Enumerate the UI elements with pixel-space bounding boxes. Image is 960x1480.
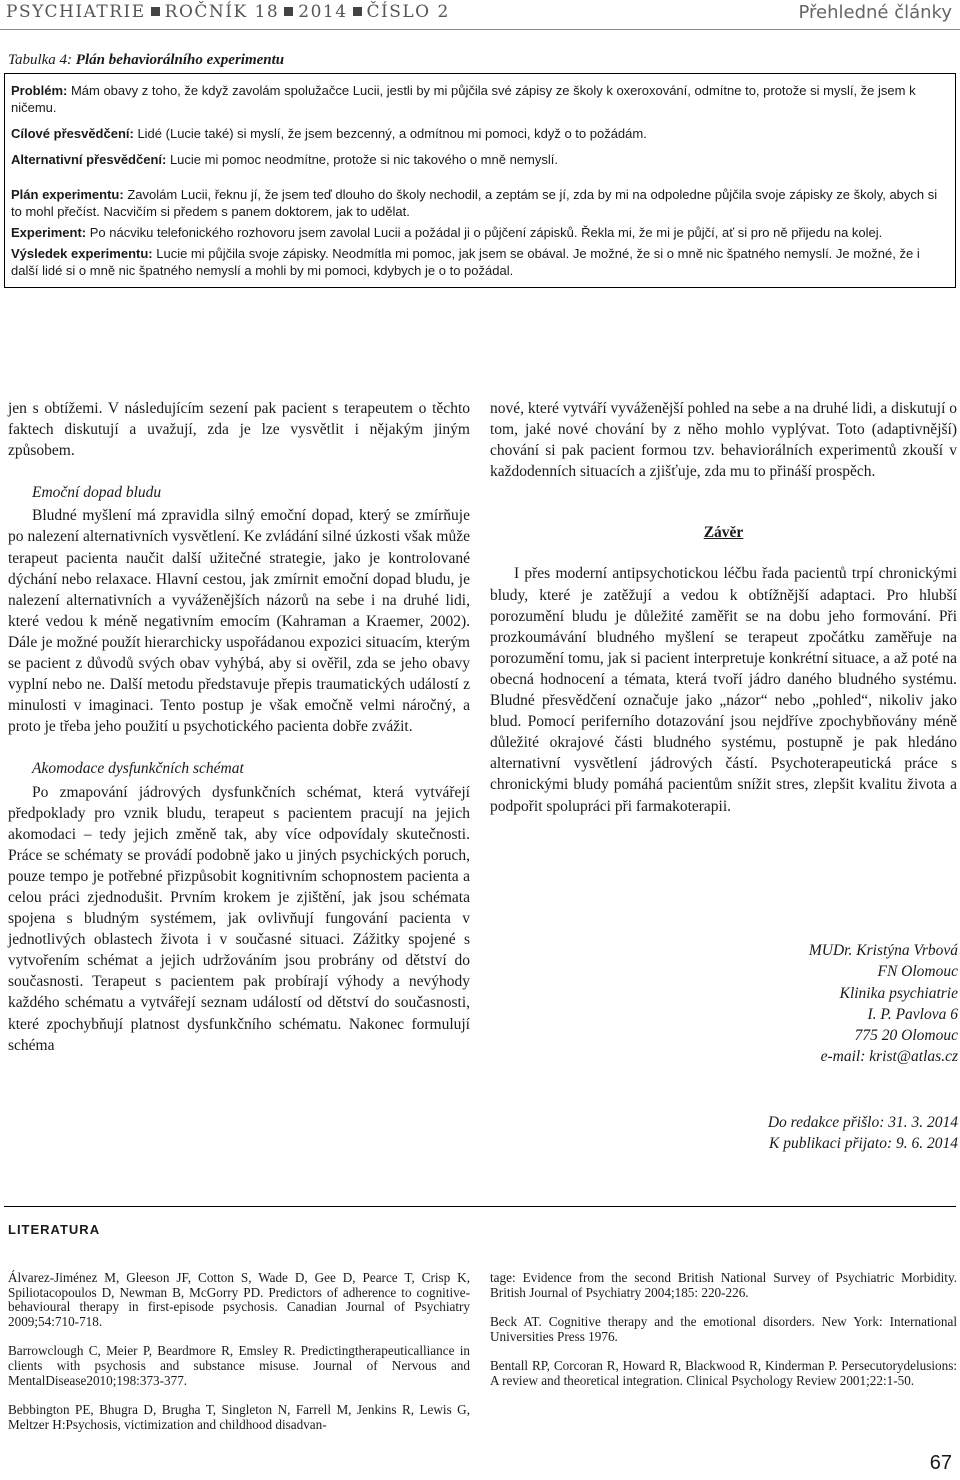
row-label: Problém: xyxy=(11,83,68,98)
experiment-table xyxy=(4,73,956,288)
reference-item: Álvarez-Jiménez M, Gleeson JF, Cotton S, Wade D, Gee D, Pearce T, Crisp K, Spiliotacopoulos D, Newman B, McGorry PD. Predictors of adherence to cognitive-behavioural therapy in first-episode psychosis. Canadian Journal of Psychiatry 2009;54:710-718. xyxy=(8,1270,470,1329)
author-institution: FN Olomouc xyxy=(877,963,958,981)
journal-name: PSYCHIATRIE xyxy=(6,2,146,22)
row-label: Alternativní přesvědčení: xyxy=(11,152,167,167)
references-left xyxy=(8,1271,470,1447)
divider xyxy=(4,1206,956,1207)
row-text: Mám obavy z toho, že když zavolám spolužačce Lucii, jestli by mi půjčila své zápisy ze školy k oxeroxování, odmítne to, protože si myslí, že jsem k ničemu. xyxy=(11,83,916,115)
row-text: Po nácviku telefonického rozhovoru jsem zavolal Lucii a požádal ji o půjčení zápisků. Řekla mi, že mi je půjčí, ať si pro ně přijedu na kolej. xyxy=(86,225,883,240)
table-row xyxy=(11,125,949,142)
journal-volume: ROČNÍK 18 xyxy=(164,2,280,22)
reference-item: tage: Evidence from the second British National Survey of Psychiatric Morbidity. British Journal of Psychiatry 2004;185: 220-226. xyxy=(490,1270,957,1300)
separator-square-icon xyxy=(151,7,160,16)
author-signature xyxy=(560,940,958,1068)
reference-item: Bentall RP, Corcoran R, Howard R, Blackwood R, Kinderman P. Persecutorydelusions: A review and theoretical integration. Clinical Psychology Review 2001;22:1-50. xyxy=(490,1358,957,1388)
paragraph: I přes moderní antipsychotickou léčbu řada pacientů trpí chronickými bludy, které je zatěžují a vedou k obtížnější adaptaci. Pro hlubší porozumění bludu je důležité zaměřit se na dobu jeho formování. Při prozkoumávání bludného myšlení se terapeut zpočátku zaměřuje na porozumění tomu, jak si pacient interpretuje konkrétní situace, a až poté na obecná hodnocení a témata, která tvoří jádro daného bludného systému. Bludné přesvědčení označuje jako „názor“ nebo „pohled“, nikoliv jako blud. Pomocí periferního dotazování jsou nejdříve zpochybňovány méně důležité okrajové části bludného systému, postupně je pak hledáno alternativní vysvětlení jádrových částí. Psychoterapeutická práce s chronickými bludy pomáhá pacientům snížit stres, zlepšit kvalitu života a podpořit spolupráci při farmakoterapii. xyxy=(490,565,957,815)
table-row xyxy=(11,151,949,168)
subheading: Emoční dopad bludu xyxy=(32,484,162,502)
reference-item: Barrowclough C, Meier P, Beardmore R, Emsley R. Predictingtherapeuticalliance in clients with psychosis and substance misuse. Journal of Nervous and MentalDisease2010;198:373-377. xyxy=(8,1343,470,1388)
received-date: Do redakce přišlo: 31. 3. 2014 xyxy=(767,1114,958,1131)
subheading: Akomodace dysfunkčních schémat xyxy=(32,760,244,778)
row-label: Výsledek experimentu: xyxy=(11,246,153,261)
journal-issue: ČÍSLO 2 xyxy=(366,2,450,22)
paragraph: Po zmapování jádrových dysfunkčních schémat, která vytvářejí předpoklady pro vznik bludu, terapeut s pacientem pracují na jejich akomodaci – tedy jejich změně tak, aby více odpovídaly skutečnosti. Práce se schématy se provádí podobně jako u jiných psychických poruch, pouze tempo je potřebné přizpůsobit kognitivním schopnostem pacienta a celou práci zjednodušit. Prvním krokem je zjištění, jak jsou schémata spojena s bludným systémem, jak ovlivňují fungování pacienta v jednotlivých oblastech života i v současné situaci. Zážitky spojené s vytvořením schémat a jejich udržováním jsou probrány od dětství do současnosti. Terapeut s pacientem pak probírají výhody a nevýhody každého schématu a vytvářejí seznam událostí od dětství do současnosti, které zpochybňují platnost dysfunkčního schématu. Nakonec formulují schéma xyxy=(8,783,470,1054)
paragraph: Bludné myšlení má zpravidla silný emoční dopad, který se zmírňuje po nalezení alternativních vysvětlení. Ke zvládání silné úzkosti však může terapeut pacienta naučit další užitečné strategie, jako je kontrolované dýchání nebo relaxace. Hlavní cestou, jak zmírnit emoční dopad bludu, je nalezení alternativních a vyváženějších názorů na sebe i na druhé lidi, které vedou k méně negativním emocím (Kahraman a Kraemer, 2002). Dále je možné použít hierarchicky uspořádanou expozici situacím, kterým se pacient z důvodů svých obav vyhýbá, aby si ověřil, zda se jeho obavy vyplní nebo ne. Další metodu představuje přepis traumatických událostí z minulosti v imaginaci. Tento postup je však emočně velmi náročný, a proto je třeba jeho použití u psychotického pacienta dobře zvážit. xyxy=(8,507,470,736)
left-column xyxy=(8,398,470,1056)
row-text: Zavolám Lucii, řeknu jí, že jsem teď dlouho do školy nechodil, a zeptám se jí, zda by mi na odpoledne půjčila svoje zápisky ze školy, abych si to mohl přečíst. Nacvičím si předem s panem doktorem, jak to udělat. xyxy=(11,187,938,219)
literature-heading: LITERATURA xyxy=(8,1222,101,1237)
reference-item: Beck AT. Cognitive therapy and the emotional disorders. New York: International Universities Press 1976. xyxy=(490,1314,957,1344)
row-text: Lidé (Lucie také) si myslí, že jsem bezcenný, a odmítnou mi pomoci, když o to požádám. xyxy=(133,126,647,141)
table-caption-prefix: Tabulka 4: xyxy=(8,52,73,68)
journal-line xyxy=(6,2,450,22)
journal-year: 2014 xyxy=(298,2,348,22)
table-caption-title: Plán behaviorálního experimentu xyxy=(75,52,285,68)
table-row xyxy=(11,186,949,220)
separator-square-icon xyxy=(284,7,293,16)
author-name: MUDr. Kristýna Vrbová xyxy=(808,942,958,959)
separator-square-icon xyxy=(353,7,362,16)
table-row xyxy=(11,245,949,279)
paragraph: jen s obtížemi. V následujícím sezení pak pacient s terapeutem o těchto faktech diskutují a uvažují, zda je lze vysvětlit i nějakým jiným způsobem. xyxy=(8,400,470,460)
author-email: e-mail: krist@atlas.cz xyxy=(820,1048,958,1066)
author-city: 775 20 Olomouc xyxy=(854,1027,958,1045)
row-label: Cílové přesvědčení: xyxy=(11,126,134,141)
author-department: Klinika psychiatrie xyxy=(839,984,958,1002)
row-text: Lucie mi půjčila svoje zápisky. Neodmítla mi pomoc, jak jsem se obával. Je možné, že si o mně nic špatného nemyslí. Je možné, že i další lidé si o mně nic špatného nemyslí a mohli by mi pomoci, kdybych je o to požádal. xyxy=(11,246,920,278)
author-street: I. P. Pavlova 6 xyxy=(867,1005,958,1023)
table-caption xyxy=(8,52,284,69)
conclusion-heading: Závěr xyxy=(703,524,744,542)
paragraph: nové, které vytváří vyváženější pohled na sebe a na druhé lidi, a diskutují o tom, jaké nové chování by z něho mohlo vyplývat. Toto (adaptivnější) chování si pak pacient formou tzv. behaviorálních experimentů zkouší v každodenních situacích a zjišťuje, zda mu to přináší prospěch. xyxy=(490,400,958,481)
page-header xyxy=(0,0,960,30)
reference-item: Bebbington PE, Bhugra D, Brugha T, Singleton N, Farrell M, Jenkins R, Lewis G, Meltzer H:Psychosis, victimization and childhood disadvan- xyxy=(8,1402,470,1432)
row-label: Experiment: xyxy=(11,225,87,240)
references-right xyxy=(490,1271,957,1404)
row-text: Lucie mi pomoc neodmítne, protože si nic takového o mně nemyslí. xyxy=(166,152,558,167)
section-name: Přehledné články xyxy=(798,2,952,23)
page-number: 67 xyxy=(929,1452,952,1474)
right-column xyxy=(490,398,957,817)
row-label: Plán experimentu: xyxy=(11,187,124,202)
accepted-date: K publikaci přijato: 9. 6. 2014 xyxy=(768,1135,958,1152)
publication-dates xyxy=(560,1112,958,1154)
table-row xyxy=(11,224,949,241)
table-row xyxy=(11,82,949,116)
